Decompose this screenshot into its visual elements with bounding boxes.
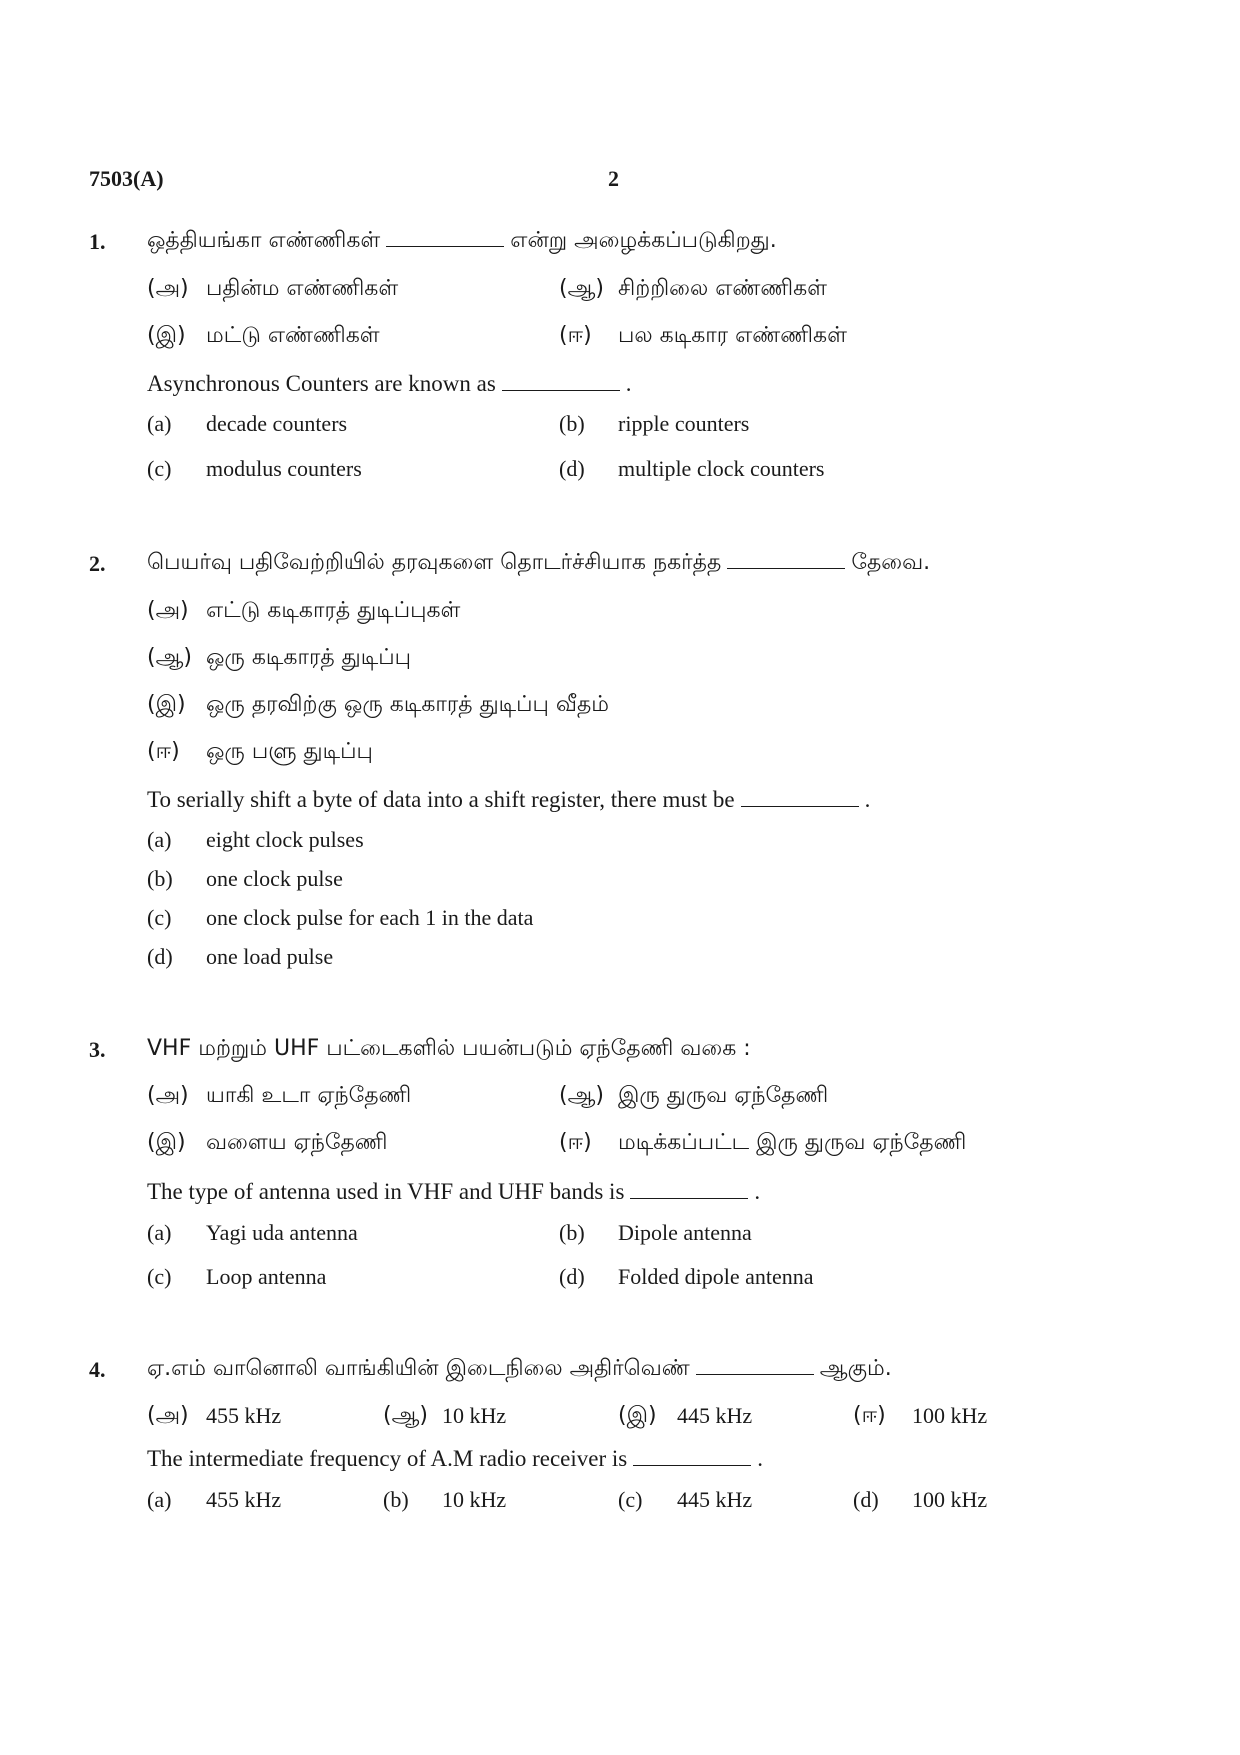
answer-blank xyxy=(630,1197,748,1199)
option-label: (c) xyxy=(147,905,172,930)
option-text: 445 kHz xyxy=(677,1487,753,1512)
option-label: (b) xyxy=(147,866,173,891)
option-text: Loop antenna xyxy=(206,1264,327,1289)
tamil-question-text xyxy=(147,552,930,574)
option-text: decade counters xyxy=(206,411,348,436)
option-label: (ஆ) xyxy=(559,1083,604,1108)
answer-blank xyxy=(727,567,845,569)
option-text: பல கடிகார எண்ணிகள் xyxy=(618,323,847,348)
answer-blank xyxy=(696,1373,814,1375)
option-text: எட்டு கடிகாரத் துடிப்புகள் xyxy=(206,598,461,623)
tamil-question-start: ஒத்தியங்கா எண்ணிகள் xyxy=(147,228,381,253)
option-label: (d) xyxy=(853,1487,879,1512)
tamil-question-end: என்று அழைக்கப்படுகிறது. xyxy=(510,228,777,253)
english-question-end: . xyxy=(625,371,632,396)
option-text: பதின்ம எண்ணிகள் xyxy=(206,276,399,301)
tamil-question-text: VHF மற்றும் UHF பட்டைகளில் பயன்படும் ஏந்தேணி வகை : xyxy=(147,1036,751,1061)
english-question-start: To serially shift a byte of data into a shift register, there must be xyxy=(147,787,735,812)
option-text: 455 kHz xyxy=(206,1403,282,1428)
option-label: (b) xyxy=(559,411,585,436)
answer-blank xyxy=(502,389,620,391)
option-label: (இ) xyxy=(147,323,186,348)
answer-blank xyxy=(386,245,504,247)
option-label: (d) xyxy=(559,1264,585,1289)
option-text: multiple clock counters xyxy=(618,456,825,481)
option-label: (a) xyxy=(147,411,172,436)
option-label: (a) xyxy=(147,1487,172,1512)
english-question-text xyxy=(147,1180,760,1203)
option-label: (அ) xyxy=(147,598,189,623)
option-label: (a) xyxy=(147,1220,172,1245)
question-number: 4. xyxy=(89,1357,106,1382)
option-text: Folded dipole antenna xyxy=(618,1264,814,1289)
option-text: இரு துருவ ஏந்தேணி xyxy=(618,1083,829,1108)
option-text: யாகி உடா ஏந்தேணி xyxy=(206,1083,412,1108)
option-text: மட்டு எண்ணிகள் xyxy=(206,323,380,348)
english-question-start: Asynchronous Counters are known as xyxy=(147,371,496,396)
option-text: one clock pulse xyxy=(206,866,343,891)
option-text: 100 kHz xyxy=(912,1403,988,1428)
option-label: (c) xyxy=(618,1487,643,1512)
option-text: one clock pulse for each 1 in the data xyxy=(206,905,534,930)
option-text: மடிக்கப்பட்ட இரு துருவ ஏந்தேணி xyxy=(618,1130,967,1155)
option-label: (ஈ) xyxy=(559,323,592,348)
answer-blank xyxy=(741,805,859,807)
english-question-end: . xyxy=(864,787,871,812)
question-number: 3. xyxy=(89,1037,106,1062)
option-label: (ஈ) xyxy=(853,1403,886,1428)
english-question-text xyxy=(147,788,870,811)
english-question-end: . xyxy=(757,1446,763,1471)
option-text: Dipole antenna xyxy=(618,1220,752,1245)
option-text: ஒரு தரவிற்கு ஒரு கடிகாரத் துடிப்பு வீதம் xyxy=(206,692,609,717)
option-label: (அ) xyxy=(147,1083,189,1108)
english-question-text xyxy=(147,372,632,395)
answer-blank xyxy=(633,1464,751,1466)
option-label: (ஆ) xyxy=(559,276,604,301)
option-text: ripple counters xyxy=(618,411,750,436)
option-label: (b) xyxy=(383,1487,409,1512)
option-text: eight clock pulses xyxy=(206,827,364,852)
option-label: (d) xyxy=(147,944,173,969)
english-question-start: The intermediate frequency of A.M radio receiver is xyxy=(147,1446,628,1471)
option-label: (ஆ) xyxy=(147,645,192,670)
option-label: (ஈ) xyxy=(559,1130,592,1155)
option-label: (அ) xyxy=(147,276,189,301)
question-number: 2. xyxy=(89,551,106,576)
english-question-start: The type of antenna used in VHF and UHF bands is xyxy=(147,1179,625,1204)
option-label: (d) xyxy=(559,456,585,481)
option-label: (ஆ) xyxy=(383,1403,428,1428)
paper-code: 7503(A) xyxy=(89,166,164,191)
option-label: (c) xyxy=(147,456,172,481)
tamil-question-text xyxy=(147,1358,892,1380)
option-text: 10 kHz xyxy=(442,1487,507,1512)
english-question-text xyxy=(147,1447,763,1470)
option-text: 455 kHz xyxy=(206,1487,282,1512)
option-label: (a) xyxy=(147,827,172,852)
question-number: 1. xyxy=(89,229,106,254)
page-number: 2 xyxy=(608,166,619,191)
option-label: (இ) xyxy=(147,1130,186,1155)
option-label: (இ) xyxy=(618,1403,657,1428)
tamil-question-start: ஏ.எம் வானொலி வாங்கியின் இடைநிலை அதிர்வெண் xyxy=(147,1356,690,1381)
option-text: 10 kHz xyxy=(442,1403,507,1428)
option-text: சிற்றிலை எண்ணிகள் xyxy=(618,276,828,301)
option-text: modulus counters xyxy=(206,456,362,481)
tamil-question-start: பெயர்வு பதிவேற்றியில் தரவுகளை தொடர்ச்சியாக நகர்த்த xyxy=(147,550,722,575)
option-label: (b) xyxy=(559,1220,585,1245)
option-text: வளைய ஏந்தேணி xyxy=(206,1130,388,1155)
option-text: one load pulse xyxy=(206,944,334,969)
tamil-question-end: ஆகும். xyxy=(819,1356,892,1381)
tamil-question-end: தேவை. xyxy=(851,550,931,575)
option-label: (ஈ) xyxy=(147,739,180,764)
option-text: 445 kHz xyxy=(677,1403,753,1428)
option-label: (இ) xyxy=(147,692,186,717)
tamil-question-text xyxy=(147,230,777,252)
option-label: (c) xyxy=(147,1264,172,1289)
option-label: (அ) xyxy=(147,1403,189,1428)
english-question-end: . xyxy=(754,1179,761,1204)
option-text: ஒரு கடிகாரத் துடிப்பு xyxy=(206,645,411,670)
option-text: ஒரு பளு துடிப்பு xyxy=(206,739,373,764)
option-text: 100 kHz xyxy=(912,1487,988,1512)
option-text: Yagi uda antenna xyxy=(206,1220,358,1245)
